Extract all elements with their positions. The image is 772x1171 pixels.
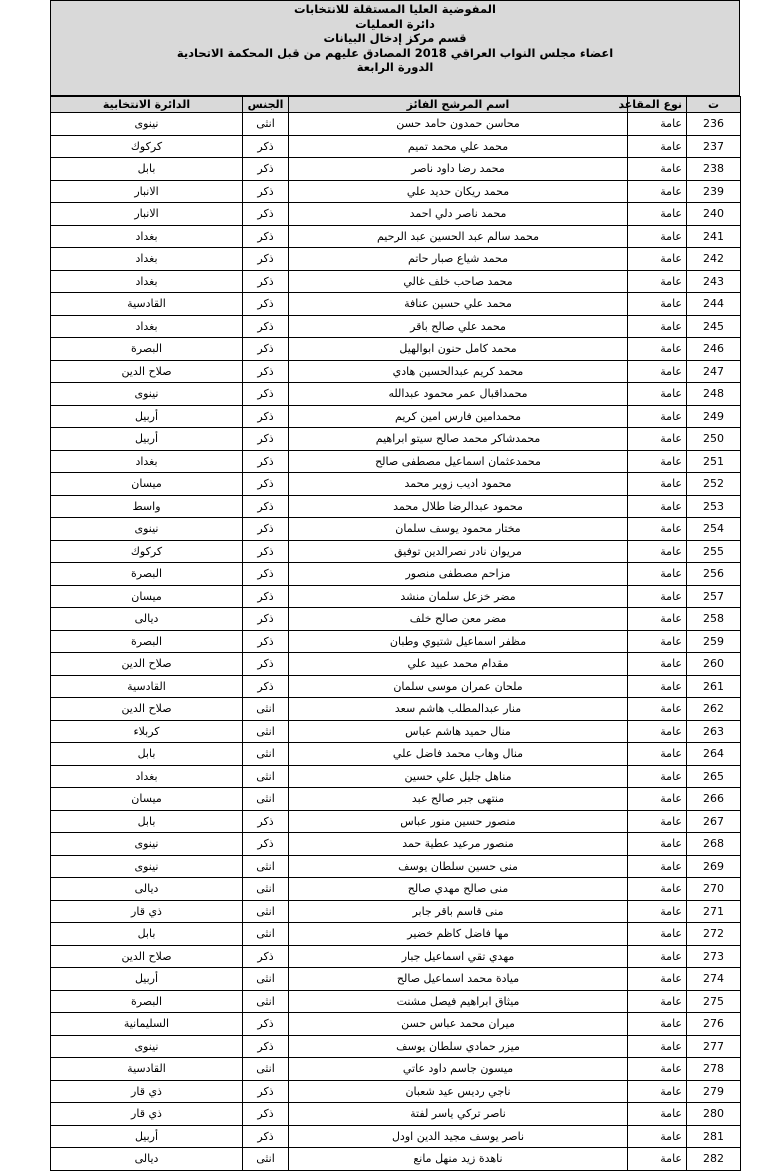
table-row bbox=[51, 540, 741, 563]
district-cell: أربيل bbox=[51, 405, 243, 428]
column-header-number: ت bbox=[687, 97, 741, 113]
row-number-cell: 272 bbox=[687, 923, 741, 946]
column-header-winner-name: اسم المرشح الفائز bbox=[289, 97, 628, 113]
table-body bbox=[51, 113, 741, 1171]
row-number-cell: 276 bbox=[687, 1013, 741, 1036]
sex-cell: ذكر bbox=[243, 360, 289, 383]
table-row bbox=[51, 225, 741, 248]
row-number-cell: 270 bbox=[687, 878, 741, 901]
winner-name-cell: محمدامين فارس امين كريم bbox=[289, 405, 628, 428]
seat-type-cell: عامة bbox=[628, 315, 687, 338]
sex-cell: ذكر bbox=[243, 518, 289, 541]
header-line-session: الدورة الرابعة bbox=[356, 60, 434, 74]
table-row bbox=[51, 698, 741, 721]
header-line-title: اعضاء مجلس النواب العراقي 2018 المصادق عليهم من قبل المحكمة الاتحادية bbox=[176, 45, 614, 60]
row-number-cell: 241 bbox=[687, 225, 741, 248]
column-header-sex: الجنس bbox=[243, 97, 289, 113]
seat-type-cell: عامة bbox=[628, 945, 687, 968]
winner-name-cell: ميادة محمد اسماعيل صالح bbox=[289, 968, 628, 991]
row-number-cell: 255 bbox=[687, 540, 741, 563]
table-row bbox=[51, 945, 741, 968]
sex-cell: انثى bbox=[243, 743, 289, 766]
seat-type-cell: عامة bbox=[628, 495, 687, 518]
row-number-cell: 256 bbox=[687, 563, 741, 586]
winner-name-cell: ناصر تركي ياسر لفتة bbox=[289, 1103, 628, 1126]
row-number-cell: 237 bbox=[687, 135, 741, 158]
seat-type-cell: عامة bbox=[628, 360, 687, 383]
sex-cell: انثى bbox=[243, 1148, 289, 1171]
district-cell: نينوى bbox=[51, 383, 243, 406]
winner-name-cell: محمد ريكان حديد علي bbox=[289, 180, 628, 203]
seat-type-cell: عامة bbox=[628, 990, 687, 1013]
row-number-cell: 262 bbox=[687, 698, 741, 721]
table-row bbox=[51, 720, 741, 743]
seat-type-cell: عامة bbox=[628, 383, 687, 406]
sex-cell: انثى bbox=[243, 113, 289, 136]
sex-cell: ذكر bbox=[243, 270, 289, 293]
row-number-cell: 253 bbox=[687, 495, 741, 518]
district-cell: ذي قار bbox=[51, 1103, 243, 1126]
district-cell: ديالى bbox=[51, 878, 243, 901]
winner-name-cell: منال حميد هاشم عباس bbox=[289, 720, 628, 743]
table-row bbox=[51, 495, 741, 518]
table-row bbox=[51, 1125, 741, 1148]
members-table bbox=[50, 96, 741, 1171]
district-cell: القادسية bbox=[51, 675, 243, 698]
district-cell: ديالى bbox=[51, 608, 243, 631]
seat-type-cell: عامة bbox=[628, 878, 687, 901]
sex-cell: انثى bbox=[243, 765, 289, 788]
table-row bbox=[51, 135, 741, 158]
seat-type-cell: عامة bbox=[628, 405, 687, 428]
sex-cell: ذكر bbox=[243, 630, 289, 653]
row-number-cell: 247 bbox=[687, 360, 741, 383]
sex-cell: ذكر bbox=[243, 653, 289, 676]
sex-cell: انثى bbox=[243, 855, 289, 878]
row-number-cell: 236 bbox=[687, 113, 741, 136]
table-row bbox=[51, 990, 741, 1013]
district-cell: أربيل bbox=[51, 428, 243, 451]
row-number-cell: 261 bbox=[687, 675, 741, 698]
seat-type-cell: عامة bbox=[628, 675, 687, 698]
table-row bbox=[51, 1148, 741, 1171]
district-cell: بابل bbox=[51, 810, 243, 833]
sex-cell: ذكر bbox=[243, 1035, 289, 1058]
winner-name-cell: محمد شياع صبار حاتم bbox=[289, 248, 628, 271]
row-number-cell: 244 bbox=[687, 293, 741, 316]
table-row bbox=[51, 788, 741, 811]
district-cell: بغداد bbox=[51, 270, 243, 293]
row-number-cell: 281 bbox=[687, 1125, 741, 1148]
district-cell: نينوى bbox=[51, 113, 243, 136]
seat-type-cell: عامة bbox=[628, 518, 687, 541]
seat-type-cell: عامة bbox=[628, 113, 687, 136]
seat-type-cell: عامة bbox=[628, 720, 687, 743]
winner-name-cell: ناجي رديس عيد شعبان bbox=[289, 1080, 628, 1103]
seat-type-cell: عامة bbox=[628, 1058, 687, 1081]
row-number-cell: 257 bbox=[687, 585, 741, 608]
table-row bbox=[51, 833, 741, 856]
district-cell: ميسان bbox=[51, 473, 243, 496]
district-cell: بغداد bbox=[51, 248, 243, 271]
district-cell: نينوى bbox=[51, 855, 243, 878]
winner-name-cell: محمد علي محمد تميم bbox=[289, 135, 628, 158]
winner-name-cell: ناهدة زيد منهل مانع bbox=[289, 1148, 628, 1171]
table-row bbox=[51, 360, 741, 383]
sex-cell: ذكر bbox=[243, 945, 289, 968]
row-number-cell: 238 bbox=[687, 158, 741, 181]
table-row bbox=[51, 1080, 741, 1103]
row-number-cell: 267 bbox=[687, 810, 741, 833]
seat-type-cell: عامة bbox=[628, 923, 687, 946]
sex-cell: انثى bbox=[243, 900, 289, 923]
sex-cell: انثى bbox=[243, 788, 289, 811]
document-sheet bbox=[50, 0, 740, 1171]
seat-type-cell: عامة bbox=[628, 135, 687, 158]
sex-cell: ذكر bbox=[243, 563, 289, 586]
district-cell: البصرة bbox=[51, 563, 243, 586]
row-number-cell: 268 bbox=[687, 833, 741, 856]
sex-cell: ذكر bbox=[243, 158, 289, 181]
table-row bbox=[51, 1103, 741, 1126]
row-number-cell: 249 bbox=[687, 405, 741, 428]
winner-name-cell: محمداقبال عمر محمود عبدالله bbox=[289, 383, 628, 406]
winner-name-cell: ميسون جاسم داود عاتي bbox=[289, 1058, 628, 1081]
seat-type-cell: عامة bbox=[628, 1103, 687, 1126]
district-cell: ميسان bbox=[51, 788, 243, 811]
winner-name-cell: مهدي تقي اسماعيل جبار bbox=[289, 945, 628, 968]
district-cell: نينوى bbox=[51, 1035, 243, 1058]
winner-name-cell: منصور حسين منور عباس bbox=[289, 810, 628, 833]
table-row bbox=[51, 203, 741, 226]
sex-cell: انثى bbox=[243, 878, 289, 901]
sex-cell: ذكر bbox=[243, 473, 289, 496]
seat-type-cell: عامة bbox=[628, 293, 687, 316]
sex-cell: انثى bbox=[243, 923, 289, 946]
table-row bbox=[51, 900, 741, 923]
district-cell: بغداد bbox=[51, 315, 243, 338]
table-row bbox=[51, 180, 741, 203]
table-row bbox=[51, 878, 741, 901]
winner-name-cell: منى قاسم باقر جابر bbox=[289, 900, 628, 923]
row-number-cell: 259 bbox=[687, 630, 741, 653]
winner-name-cell: محمود عبدالرضا طلال محمد bbox=[289, 495, 628, 518]
district-cell: صلاح الدين bbox=[51, 360, 243, 383]
winner-name-cell: محمد علي صالح باقر bbox=[289, 315, 628, 338]
sex-cell: ذكر bbox=[243, 405, 289, 428]
table-row bbox=[51, 968, 741, 991]
district-cell: نينوى bbox=[51, 833, 243, 856]
row-number-cell: 269 bbox=[687, 855, 741, 878]
district-cell: أربيل bbox=[51, 1125, 243, 1148]
winner-name-cell: محمد علي حسين عنافة bbox=[289, 293, 628, 316]
district-cell: واسط bbox=[51, 495, 243, 518]
table-row bbox=[51, 518, 741, 541]
row-number-cell: 243 bbox=[687, 270, 741, 293]
seat-type-cell: عامة bbox=[628, 585, 687, 608]
seat-type-cell: عامة bbox=[628, 630, 687, 653]
table-row bbox=[51, 923, 741, 946]
table-row bbox=[51, 450, 741, 473]
row-number-cell: 278 bbox=[687, 1058, 741, 1081]
sex-cell: ذكر bbox=[243, 833, 289, 856]
table-row bbox=[51, 248, 741, 271]
winner-name-cell: مها فاضل كاظم خضير bbox=[289, 923, 628, 946]
winner-name-cell: محمد سالم عبد الحسين عبد الرحيم bbox=[289, 225, 628, 248]
district-cell: البصرة bbox=[51, 630, 243, 653]
sex-cell: ذكر bbox=[243, 315, 289, 338]
seat-type-cell: عامة bbox=[628, 158, 687, 181]
seat-type-cell: عامة bbox=[628, 900, 687, 923]
seat-type-cell: عامة bbox=[628, 270, 687, 293]
seat-type-cell: عامة bbox=[628, 788, 687, 811]
seat-type-cell: عامة bbox=[628, 653, 687, 676]
district-cell: ميسان bbox=[51, 585, 243, 608]
row-number-cell: 273 bbox=[687, 945, 741, 968]
winner-name-cell: منتهى جبر صالح عبد bbox=[289, 788, 628, 811]
column-header-district: الدائرة الانتخابية bbox=[51, 97, 243, 113]
sex-cell: انثى bbox=[243, 720, 289, 743]
table-row bbox=[51, 608, 741, 631]
winner-name-cell: مضر خزعل سلمان منشد bbox=[289, 585, 628, 608]
table-row bbox=[51, 1058, 741, 1081]
sex-cell: انثى bbox=[243, 990, 289, 1013]
seat-type-cell: عامة bbox=[628, 1148, 687, 1171]
row-number-cell: 271 bbox=[687, 900, 741, 923]
winner-name-cell: ملحان عمران موسى سلمان bbox=[289, 675, 628, 698]
sex-cell: ذكر bbox=[243, 293, 289, 316]
winner-name-cell: محمود اديب زوير محمد bbox=[289, 473, 628, 496]
table-row bbox=[51, 315, 741, 338]
winner-name-cell: مضر معن صالح خلف bbox=[289, 608, 628, 631]
district-cell: السليمانية bbox=[51, 1013, 243, 1036]
sex-cell: ذكر bbox=[243, 1103, 289, 1126]
row-number-cell: 239 bbox=[687, 180, 741, 203]
table-row bbox=[51, 405, 741, 428]
seat-type-cell: عامة bbox=[628, 608, 687, 631]
table-row bbox=[51, 1013, 741, 1036]
row-number-cell: 264 bbox=[687, 743, 741, 766]
district-cell: كربلاء bbox=[51, 720, 243, 743]
winner-name-cell: منصور مرعيد عطية حمد bbox=[289, 833, 628, 856]
winner-name-cell: محمد كامل حنون ابوالهيل bbox=[289, 338, 628, 361]
table-row bbox=[51, 113, 741, 136]
seat-type-cell: عامة bbox=[628, 180, 687, 203]
seat-type-cell: عامة bbox=[628, 810, 687, 833]
row-number-cell: 248 bbox=[687, 383, 741, 406]
table-row bbox=[51, 428, 741, 451]
table-row bbox=[51, 270, 741, 293]
row-number-cell: 252 bbox=[687, 473, 741, 496]
row-number-cell: 251 bbox=[687, 450, 741, 473]
row-number-cell: 250 bbox=[687, 428, 741, 451]
seat-type-cell: عامة bbox=[628, 833, 687, 856]
district-cell: بغداد bbox=[51, 765, 243, 788]
district-cell: بغداد bbox=[51, 450, 243, 473]
sex-cell: ذكر bbox=[243, 135, 289, 158]
header-line-section: قسم مركز إدخال البيانات bbox=[323, 31, 467, 45]
seat-type-cell: عامة bbox=[628, 225, 687, 248]
district-cell: البصرة bbox=[51, 338, 243, 361]
row-number-cell: 246 bbox=[687, 338, 741, 361]
winner-name-cell: محمد صاحب خلف غالي bbox=[289, 270, 628, 293]
seat-type-cell: عامة bbox=[628, 540, 687, 563]
seat-type-cell: عامة bbox=[628, 338, 687, 361]
district-cell: البصرة bbox=[51, 990, 243, 1013]
seat-type-cell: عامة bbox=[628, 450, 687, 473]
winner-name-cell: منار عبدالمطلب هاشم سعد bbox=[289, 698, 628, 721]
district-cell: ديالى bbox=[51, 1148, 243, 1171]
winner-name-cell: مزاحم مصطفى منصور bbox=[289, 563, 628, 586]
winner-name-cell: محمد ناصر دلي احمد bbox=[289, 203, 628, 226]
row-number-cell: 260 bbox=[687, 653, 741, 676]
district-cell: بابل bbox=[51, 743, 243, 766]
seat-type-cell: عامة bbox=[628, 428, 687, 451]
header-line-commission: المفوضية العليا المستقلة للانتخابات bbox=[294, 2, 496, 16]
winner-name-cell: ناصر يوسف مجيد الدين اودل bbox=[289, 1125, 628, 1148]
table-row bbox=[51, 810, 741, 833]
sex-cell: ذكر bbox=[243, 1080, 289, 1103]
table-row bbox=[51, 1035, 741, 1058]
district-cell: بابل bbox=[51, 158, 243, 181]
winner-name-cell: ميران محمد عباس حسن bbox=[289, 1013, 628, 1036]
district-cell: صلاح الدين bbox=[51, 945, 243, 968]
table-row bbox=[51, 765, 741, 788]
winner-name-cell: منال وهاب محمد فاضل علي bbox=[289, 743, 628, 766]
winner-name-cell: مختار محمود يوسف سلمان bbox=[289, 518, 628, 541]
seat-type-cell: عامة bbox=[628, 765, 687, 788]
sex-cell: ذكر bbox=[243, 180, 289, 203]
sex-cell: انثى bbox=[243, 698, 289, 721]
table-row bbox=[51, 630, 741, 653]
row-number-cell: 258 bbox=[687, 608, 741, 631]
row-number-cell: 245 bbox=[687, 315, 741, 338]
sex-cell: ذكر bbox=[243, 585, 289, 608]
sex-cell: انثى bbox=[243, 968, 289, 991]
seat-type-cell: عامة bbox=[628, 248, 687, 271]
sex-cell: ذكر bbox=[243, 1013, 289, 1036]
district-cell: القادسية bbox=[51, 1058, 243, 1081]
sex-cell: ذكر bbox=[243, 383, 289, 406]
district-cell: أربيل bbox=[51, 968, 243, 991]
sex-cell: ذكر bbox=[243, 338, 289, 361]
column-header-seat-type: نوع المقاعد bbox=[628, 97, 687, 113]
table-row bbox=[51, 383, 741, 406]
district-cell: نينوى bbox=[51, 518, 243, 541]
winner-name-cell: مقدام محمد عبيد علي bbox=[289, 653, 628, 676]
table-row bbox=[51, 585, 741, 608]
seat-type-cell: عامة bbox=[628, 743, 687, 766]
row-number-cell: 254 bbox=[687, 518, 741, 541]
district-cell: كركوك bbox=[51, 135, 243, 158]
seat-type-cell: عامة bbox=[628, 203, 687, 226]
sex-cell: ذكر bbox=[243, 225, 289, 248]
table-header-row bbox=[51, 97, 741, 113]
sex-cell: ذكر bbox=[243, 450, 289, 473]
row-number-cell: 279 bbox=[687, 1080, 741, 1103]
seat-type-cell: عامة bbox=[628, 1013, 687, 1036]
document-header bbox=[50, 0, 740, 96]
sex-cell: ذكر bbox=[243, 675, 289, 698]
seat-type-cell: عامة bbox=[628, 855, 687, 878]
sex-cell: ذكر bbox=[243, 1125, 289, 1148]
winner-name-cell: مناهل جليل علي حسين bbox=[289, 765, 628, 788]
district-cell: بابل bbox=[51, 923, 243, 946]
winner-name-cell: محمدعثمان اسماعيل مصطفى صالح bbox=[289, 450, 628, 473]
district-cell: ذي قار bbox=[51, 1080, 243, 1103]
district-cell: الانبار bbox=[51, 203, 243, 226]
winner-name-cell: ميزر حمادي سلطان يوسف bbox=[289, 1035, 628, 1058]
row-number-cell: 275 bbox=[687, 990, 741, 1013]
row-number-cell: 277 bbox=[687, 1035, 741, 1058]
sex-cell: ذكر bbox=[243, 203, 289, 226]
sex-cell: ذكر bbox=[243, 248, 289, 271]
row-number-cell: 265 bbox=[687, 765, 741, 788]
district-cell: صلاح الدين bbox=[51, 653, 243, 676]
row-number-cell: 242 bbox=[687, 248, 741, 271]
winner-name-cell: محمد كريم عبدالحسين هادي bbox=[289, 360, 628, 383]
sex-cell: ذكر bbox=[243, 810, 289, 833]
winner-name-cell: منى حسين سلطان يوسف bbox=[289, 855, 628, 878]
winner-name-cell: محمد رضا داود ناصر bbox=[289, 158, 628, 181]
winner-name-cell: مظفر اسماعيل شتيوي وطبان bbox=[289, 630, 628, 653]
seat-type-cell: عامة bbox=[628, 473, 687, 496]
district-cell: الانبار bbox=[51, 180, 243, 203]
seat-type-cell: عامة bbox=[628, 563, 687, 586]
row-number-cell: 263 bbox=[687, 720, 741, 743]
district-cell: القادسية bbox=[51, 293, 243, 316]
winner-name-cell: مريوان نادر نصرالدين توفيق bbox=[289, 540, 628, 563]
row-number-cell: 266 bbox=[687, 788, 741, 811]
sex-cell: انثى bbox=[243, 1058, 289, 1081]
table-row bbox=[51, 675, 741, 698]
sex-cell: ذكر bbox=[243, 608, 289, 631]
winner-name-cell: محمدشاكر محمد صالح سيتو ابراهيم bbox=[289, 428, 628, 451]
table-row bbox=[51, 338, 741, 361]
seat-type-cell: عامة bbox=[628, 1125, 687, 1148]
seat-type-cell: عامة bbox=[628, 698, 687, 721]
seat-type-cell: عامة bbox=[628, 968, 687, 991]
table-row bbox=[51, 855, 741, 878]
sex-cell: ذكر bbox=[243, 495, 289, 518]
table-row bbox=[51, 293, 741, 316]
district-cell: كركوك bbox=[51, 540, 243, 563]
row-number-cell: 274 bbox=[687, 968, 741, 991]
header-line-department: دائرة العمليات bbox=[355, 16, 435, 31]
winner-name-cell: منى صالح مهدي صالح bbox=[289, 878, 628, 901]
winner-name-cell: ميثاق ابراهيم فيصل مشنت bbox=[289, 990, 628, 1013]
table-row bbox=[51, 563, 741, 586]
sex-cell: ذكر bbox=[243, 428, 289, 451]
row-number-cell: 282 bbox=[687, 1148, 741, 1171]
district-cell: بغداد bbox=[51, 225, 243, 248]
table-row bbox=[51, 158, 741, 181]
row-number-cell: 280 bbox=[687, 1103, 741, 1126]
table-row bbox=[51, 743, 741, 766]
sex-cell: ذكر bbox=[243, 540, 289, 563]
district-cell: صلاح الدين bbox=[51, 698, 243, 721]
district-cell: ذي قار bbox=[51, 900, 243, 923]
row-number-cell: 240 bbox=[687, 203, 741, 226]
seat-type-cell: عامة bbox=[628, 1035, 687, 1058]
seat-type-cell: عامة bbox=[628, 1080, 687, 1103]
table-row bbox=[51, 473, 741, 496]
winner-name-cell: محاسن حمدون حامد حسن bbox=[289, 113, 628, 136]
table-row bbox=[51, 653, 741, 676]
